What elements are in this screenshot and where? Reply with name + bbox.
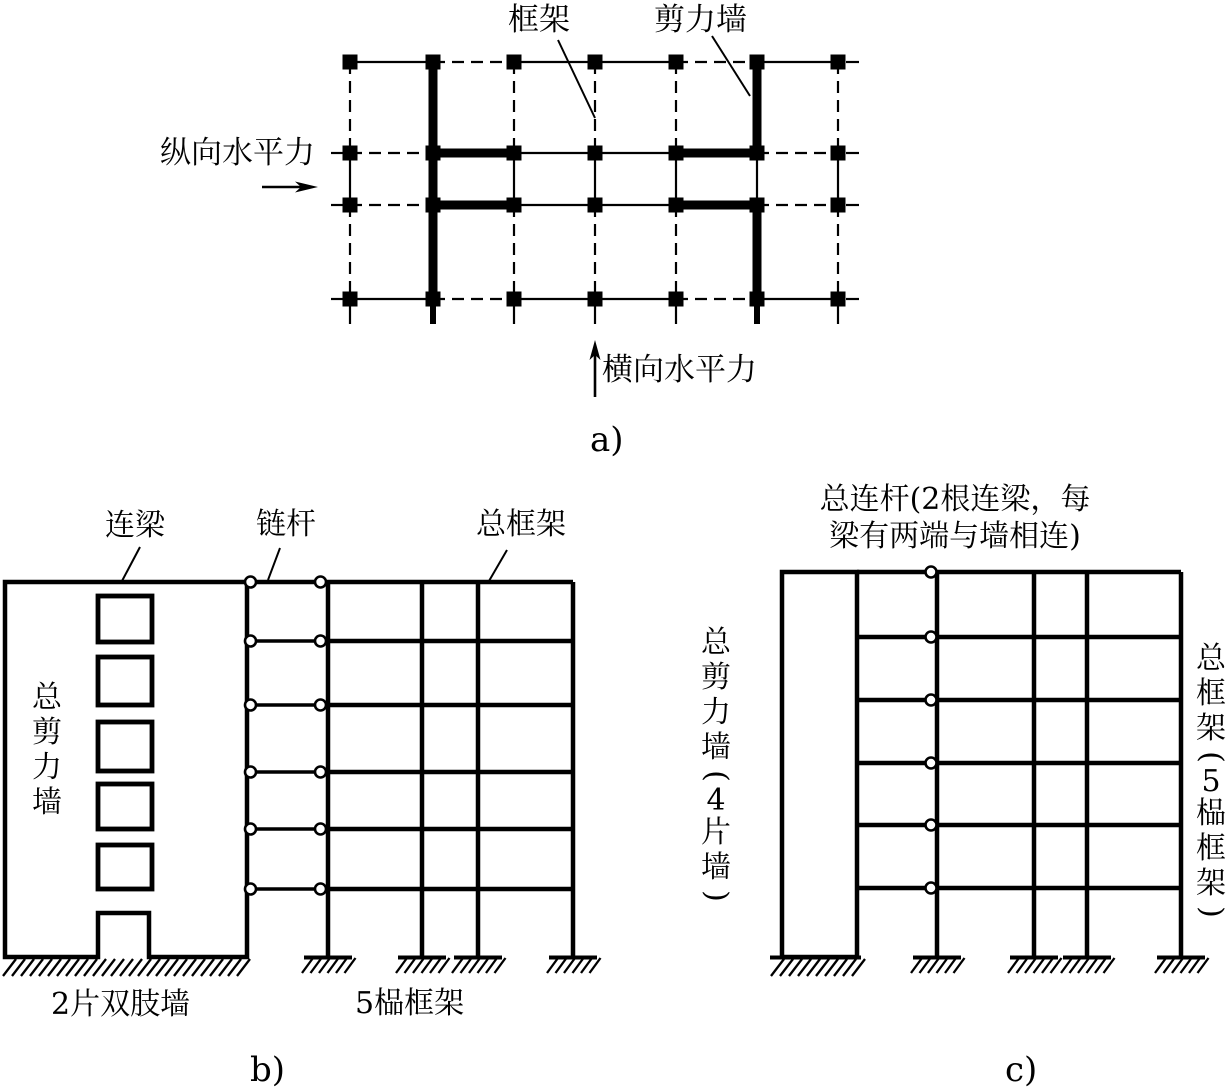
plan-column-square bbox=[343, 198, 358, 213]
plan-column-square bbox=[750, 292, 765, 307]
label-two-walls: 2片双肢墙 bbox=[51, 987, 191, 1022]
leader-frame bbox=[558, 40, 595, 118]
vertical-char: 架 bbox=[1196, 866, 1226, 901]
hinge-circle bbox=[315, 577, 326, 588]
label-link-rod: 链杆 bbox=[256, 507, 316, 542]
plan-column-square bbox=[588, 292, 603, 307]
plan-column-square bbox=[669, 146, 684, 161]
plan-column-square bbox=[831, 292, 846, 307]
plan-column-square bbox=[669, 198, 684, 213]
label-total-shear-wall-c bbox=[696, 625, 736, 907]
vertical-char: 力 bbox=[701, 695, 731, 730]
label-longitudinal-force: 纵向水平力 bbox=[160, 135, 315, 171]
plan-column-square bbox=[669, 292, 684, 307]
vertical-char: 墙 bbox=[32, 785, 62, 820]
caption-a: a) bbox=[590, 420, 624, 460]
hinge-circle bbox=[926, 567, 937, 578]
wall-opening bbox=[98, 596, 152, 642]
plan-column-square bbox=[426, 198, 441, 213]
plan-column-square bbox=[831, 55, 846, 70]
hinge-circle bbox=[245, 577, 256, 588]
vertical-char: 榀 bbox=[1196, 796, 1226, 831]
plan-column-square bbox=[507, 55, 522, 70]
hinge-circle bbox=[926, 758, 937, 769]
shear-wall-outline bbox=[782, 572, 857, 957]
hinge-circle bbox=[926, 695, 937, 706]
caption-b: b) bbox=[250, 1050, 286, 1090]
hinge-circle bbox=[245, 767, 256, 778]
vertical-char: 架 bbox=[1196, 711, 1226, 746]
vertical-char: 框 bbox=[1196, 676, 1226, 711]
wall-opening bbox=[98, 784, 152, 829]
plan-column-square bbox=[750, 55, 765, 70]
label-total-frame-b: 总框架 bbox=[476, 507, 566, 542]
vertical-char: ( bbox=[1194, 751, 1229, 763]
leader-link-rod bbox=[268, 548, 280, 580]
vertical-char: 片 bbox=[701, 815, 731, 850]
leader-total-frame bbox=[489, 550, 507, 581]
wall-opening bbox=[98, 657, 152, 705]
label-coupling-beam: 连梁 bbox=[105, 508, 165, 543]
plan-column-square bbox=[831, 198, 846, 213]
label-total-frame-c bbox=[1191, 641, 1231, 923]
leader-coupling-beam bbox=[122, 547, 140, 581]
hinge-circle bbox=[926, 883, 937, 894]
hinge-circle bbox=[315, 884, 326, 895]
vertical-char: 剪 bbox=[701, 660, 731, 695]
panel-a-plan-view bbox=[262, 36, 859, 397]
vertical-char: ) bbox=[699, 890, 734, 902]
hinge-circle bbox=[315, 824, 326, 835]
vertical-char: 剪 bbox=[32, 715, 62, 750]
plan-column-square bbox=[426, 55, 441, 70]
plan-column-square bbox=[507, 292, 522, 307]
hinge-circle bbox=[315, 636, 326, 647]
plan-column-square bbox=[507, 198, 522, 213]
hinge-circle bbox=[245, 636, 256, 647]
label-total-shear-wall-b bbox=[27, 680, 67, 820]
hinge-circle bbox=[315, 700, 326, 711]
leader-shear-wall bbox=[712, 36, 750, 96]
hinge-circle bbox=[245, 884, 256, 895]
vertical-char: 力 bbox=[32, 750, 62, 785]
plan-column-square bbox=[343, 292, 358, 307]
plan-column-square bbox=[426, 146, 441, 161]
label-five-frames: 5榀框架 bbox=[355, 986, 465, 1021]
plan-column-square bbox=[588, 146, 603, 161]
plan-column-square bbox=[426, 292, 441, 307]
hinge-circle bbox=[245, 700, 256, 711]
vertical-char: 总 bbox=[32, 680, 62, 715]
caption-c: c) bbox=[1005, 1050, 1038, 1090]
plan-column-square bbox=[669, 55, 684, 70]
label-frame: 框架 bbox=[508, 2, 570, 38]
label-shear-wall: 剪力墙 bbox=[654, 2, 747, 38]
plan-column-square bbox=[588, 198, 603, 213]
vertical-char: 5 bbox=[1201, 764, 1221, 799]
plan-column-square bbox=[343, 146, 358, 161]
vertical-char: ( bbox=[699, 770, 734, 782]
vertical-char: 总 bbox=[701, 625, 731, 660]
vertical-char: 墙 bbox=[701, 850, 731, 885]
vertical-char: 4 bbox=[706, 783, 726, 818]
plan-column-square bbox=[831, 146, 846, 161]
wall-opening bbox=[98, 845, 152, 889]
label-transverse-force: 横向水平力 bbox=[602, 352, 757, 388]
plan-column-square bbox=[343, 55, 358, 70]
plan-column-square bbox=[750, 198, 765, 213]
label-total-link-line2: 梁有两端与墙相连) bbox=[829, 519, 1081, 554]
plan-column-square bbox=[750, 146, 765, 161]
plan-column-square bbox=[588, 55, 603, 70]
panel-b-elevation bbox=[3, 547, 601, 976]
hinge-circle bbox=[315, 767, 326, 778]
hinge-circle bbox=[245, 824, 256, 835]
panel-c-elevation bbox=[770, 567, 1209, 977]
vertical-char: 墙 bbox=[701, 730, 731, 765]
plan-column-square bbox=[507, 146, 522, 161]
vertical-char: 总 bbox=[1196, 641, 1226, 676]
vertical-char: ) bbox=[1194, 906, 1229, 918]
wall-opening bbox=[98, 722, 152, 771]
hinge-circle bbox=[926, 820, 937, 831]
hinge-circle bbox=[926, 632, 937, 643]
label-total-link-line1: 总连杆(2根连梁，每 bbox=[819, 482, 1091, 517]
vertical-char: 框 bbox=[1196, 831, 1226, 866]
